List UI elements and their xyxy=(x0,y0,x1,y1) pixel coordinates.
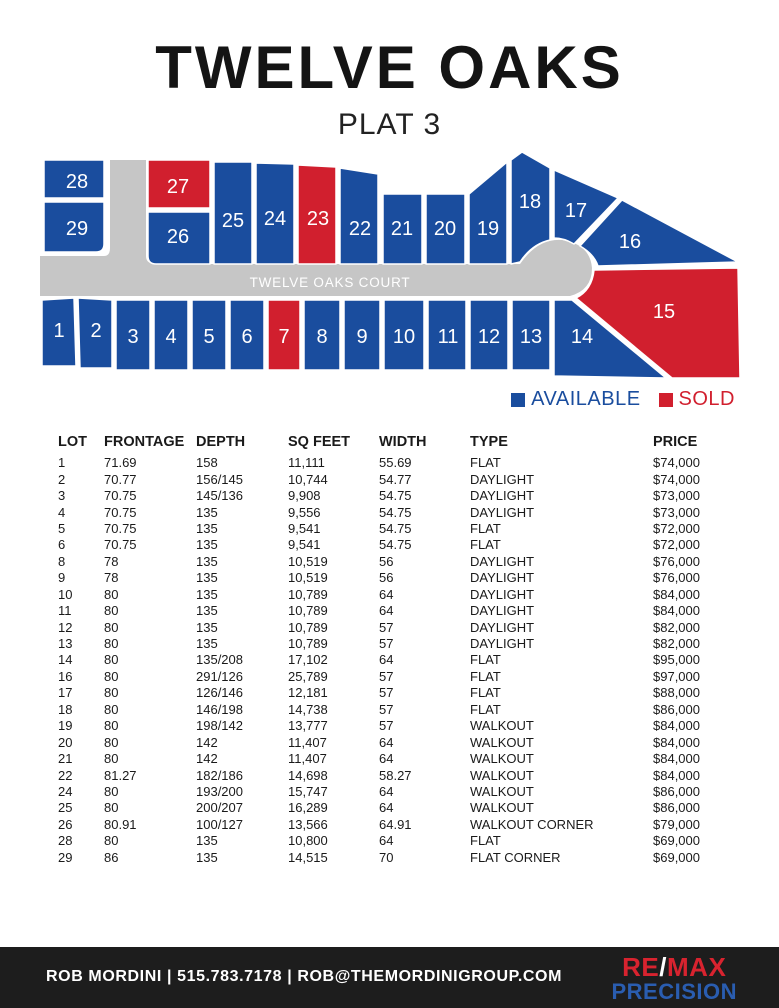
lot-6[interactable] xyxy=(230,300,264,370)
cell-type: DAYLIGHT xyxy=(470,504,535,520)
cell-price: $69,000 xyxy=(653,833,700,849)
cell-price: $84,000 xyxy=(653,603,700,619)
lot-number: 3 xyxy=(127,326,139,348)
table-row xyxy=(58,833,733,849)
table-row xyxy=(58,784,733,800)
cell-width: 64 xyxy=(379,783,394,799)
cell-frontage: 80 xyxy=(104,619,119,635)
cell-lot: 1 xyxy=(58,455,66,471)
lot-10[interactable] xyxy=(384,300,424,370)
cell-lot: 16 xyxy=(58,668,73,684)
cell-type: DAYLIGHT xyxy=(470,636,535,652)
lot-number: 18 xyxy=(518,191,542,213)
lot-number: 19 xyxy=(476,218,500,240)
cell-price: $76,000 xyxy=(653,553,700,569)
cell-sq-feet: 16,289 xyxy=(288,800,328,816)
cell-width: 54.75 xyxy=(379,504,412,520)
lot-number: 11 xyxy=(437,326,459,348)
cell-width: 57 xyxy=(379,685,394,701)
legend-sold xyxy=(659,388,735,411)
cell-depth: 126/146 xyxy=(196,685,243,701)
table-row xyxy=(58,751,733,767)
cell-lot: 9 xyxy=(58,570,66,586)
cell-frontage: 80 xyxy=(104,734,119,750)
cell-type: WALKOUT xyxy=(470,767,534,783)
cell-width: 64 xyxy=(379,833,394,849)
cell-frontage: 80 xyxy=(104,718,119,734)
cell-sq-feet: 14,515 xyxy=(288,849,328,865)
cell-lot: 18 xyxy=(58,701,73,717)
cell-sq-feet: 11,407 xyxy=(288,734,327,750)
table-row xyxy=(58,718,733,734)
cell-sq-feet: 9,908 xyxy=(288,488,321,504)
lot-number: 1 xyxy=(53,320,65,342)
cell-sq-feet: 17,102 xyxy=(288,652,328,668)
cell-lot: 8 xyxy=(58,553,66,569)
lot-23[interactable] xyxy=(298,165,336,264)
cell-type: FLAT xyxy=(470,520,501,536)
cell-sq-feet: 11,111 xyxy=(288,455,325,471)
cell-price: $74,000 xyxy=(653,471,700,487)
lot-number: 16 xyxy=(618,231,642,253)
cell-depth: 135 xyxy=(196,833,218,849)
lot-2[interactable] xyxy=(78,298,112,368)
cell-sq-feet: 9,541 xyxy=(288,520,321,536)
lot-1[interactable] xyxy=(42,298,76,366)
cell-sq-feet: 10,800 xyxy=(288,833,328,849)
cell-width: 57 xyxy=(379,668,394,684)
cell-frontage: 80 xyxy=(104,833,119,849)
remax-logo xyxy=(611,954,737,1003)
lot-number: 28 xyxy=(65,171,89,193)
cell-lot: 12 xyxy=(58,619,73,635)
cell-depth: 182/186 xyxy=(196,767,243,783)
table-row xyxy=(58,800,733,816)
plat-map xyxy=(0,0,779,430)
lot-21[interactable] xyxy=(383,194,422,264)
cell-width: 54.77 xyxy=(379,471,412,487)
cell-depth: 135/208 xyxy=(196,652,243,668)
cell-lot: 25 xyxy=(58,800,73,816)
cell-width: 64 xyxy=(379,603,394,619)
lot-number: 17 xyxy=(564,200,588,222)
cell-width: 54.75 xyxy=(379,520,412,536)
lot-number: 27 xyxy=(166,176,190,198)
cell-type: DAYLIGHT xyxy=(470,570,535,586)
cell-depth: 142 xyxy=(196,751,218,767)
page-title: TWELVE OAKS xyxy=(155,34,624,101)
cell-sq-feet: 15,747 xyxy=(288,783,328,799)
cell-frontage: 71.69 xyxy=(104,455,137,471)
cell-frontage: 78 xyxy=(104,570,119,586)
lot-19[interactable] xyxy=(469,162,507,264)
cell-depth: 158 xyxy=(196,455,218,471)
cell-lot: 29 xyxy=(58,849,73,865)
cell-frontage: 80 xyxy=(104,586,119,602)
lot-number: 8 xyxy=(316,326,328,348)
cell-depth: 135 xyxy=(196,553,218,569)
cell-depth: 135 xyxy=(196,570,218,586)
cell-width: 55.69 xyxy=(379,455,412,471)
cell-depth: 135 xyxy=(196,504,218,520)
table-row xyxy=(58,554,733,570)
cell-sq-feet: 11,407 xyxy=(288,751,327,767)
cell-sq-feet: 9,541 xyxy=(288,537,321,553)
cell-sq-feet: 10,744 xyxy=(288,471,328,487)
cell-frontage: 70.75 xyxy=(104,504,137,520)
cell-width: 54.75 xyxy=(379,488,412,504)
cell-price: $86,000 xyxy=(653,800,700,816)
cell-type: WALKOUT xyxy=(470,718,534,734)
cell-width: 56 xyxy=(379,570,394,586)
legend-sold-label: SOLD xyxy=(678,388,735,410)
available-swatch-icon xyxy=(511,393,525,407)
lot-9[interactable] xyxy=(344,300,380,370)
cell-lot: 26 xyxy=(58,816,73,832)
cell-type: WALKOUT xyxy=(470,734,534,750)
cell-price: $69,000 xyxy=(653,849,700,865)
cell-lot: 14 xyxy=(58,652,73,668)
cell-sq-feet: 10,789 xyxy=(288,586,328,602)
table-header-row xyxy=(58,433,733,455)
lot-22[interactable] xyxy=(340,168,378,264)
cell-type: FLAT xyxy=(470,668,501,684)
cell-width: 56 xyxy=(379,553,394,569)
cell-frontage: 80 xyxy=(104,603,119,619)
cell-frontage: 80 xyxy=(104,701,119,717)
cell-price: $88,000 xyxy=(653,685,700,701)
cell-frontage: 80 xyxy=(104,652,119,668)
cell-lot: 6 xyxy=(58,537,66,553)
lot-20[interactable] xyxy=(426,194,465,264)
cell-sq-feet: 10,789 xyxy=(288,603,328,619)
cell-width: 57 xyxy=(379,636,394,652)
lot-3[interactable] xyxy=(116,300,150,370)
cell-width: 64 xyxy=(379,586,394,602)
cell-lot: 13 xyxy=(58,636,73,652)
cell-width: 54.75 xyxy=(379,537,412,553)
cell-price: $82,000 xyxy=(653,636,700,652)
cell-frontage: 70.75 xyxy=(104,488,137,504)
lot-25[interactable] xyxy=(214,162,252,264)
lot-number: 24 xyxy=(263,208,287,230)
cell-frontage: 80 xyxy=(104,751,119,767)
cell-lot: 17 xyxy=(58,685,73,701)
lot-26[interactable] xyxy=(148,212,210,264)
cell-type: DAYLIGHT xyxy=(470,553,535,569)
legend-available-label: AVAILABLE xyxy=(531,388,641,410)
table-row xyxy=(58,504,733,520)
cell-depth: 156/145 xyxy=(196,471,243,487)
cell-type: FLAT xyxy=(470,537,501,553)
cell-depth: 135 xyxy=(196,849,218,865)
cell-frontage: 80 xyxy=(104,636,119,652)
cell-type: DAYLIGHT xyxy=(470,488,535,504)
table-row xyxy=(58,652,733,668)
lot-29[interactable] xyxy=(44,202,104,252)
cell-frontage: 80 xyxy=(104,800,119,816)
cell-price: $95,000 xyxy=(653,652,700,668)
cell-type: FLAT CORNER xyxy=(470,849,561,865)
lot-number: 15 xyxy=(652,301,676,323)
cell-depth: 200/207 xyxy=(196,800,243,816)
cell-type: DAYLIGHT xyxy=(470,603,535,619)
cell-width: 64 xyxy=(379,751,394,767)
lot-number: 2 xyxy=(90,320,102,342)
legend-available xyxy=(511,388,640,411)
cell-sq-feet: 13,566 xyxy=(288,816,328,832)
cell-type: FLAT xyxy=(470,701,501,717)
cell-depth: 146/198 xyxy=(196,701,243,717)
lot-number: 25 xyxy=(221,210,245,232)
table-row xyxy=(58,488,733,504)
cell-lot: 24 xyxy=(58,783,73,799)
lot-24[interactable] xyxy=(256,163,294,264)
lot-7[interactable] xyxy=(268,300,300,370)
cell-price: $74,000 xyxy=(653,455,700,471)
cell-depth: 291/126 xyxy=(196,668,243,684)
cell-width: 58.27 xyxy=(379,767,412,783)
lot-5[interactable] xyxy=(192,300,226,370)
cell-price: $84,000 xyxy=(653,751,700,767)
cell-price: $79,000 xyxy=(653,816,700,832)
cell-frontage: 70.75 xyxy=(104,520,137,536)
lot-number: 6 xyxy=(241,326,253,348)
table-row xyxy=(58,537,733,553)
cell-sq-feet: 10,789 xyxy=(288,636,328,652)
cell-width: 64 xyxy=(379,734,394,750)
cell-type: FLAT xyxy=(470,685,501,701)
cell-width: 57 xyxy=(379,718,394,734)
lot-table xyxy=(58,433,733,866)
cell-frontage: 70.75 xyxy=(104,537,137,553)
lot-number: 12 xyxy=(477,326,501,348)
table-row xyxy=(58,685,733,701)
table-row xyxy=(58,471,733,487)
cell-depth: 145/136 xyxy=(196,488,243,504)
table-row xyxy=(58,587,733,603)
cell-type: FLAT xyxy=(470,455,501,471)
lot-28[interactable] xyxy=(44,160,104,198)
cell-frontage: 80.91 xyxy=(104,816,137,832)
col-header-type: TYPE xyxy=(470,434,508,450)
cell-frontage: 78 xyxy=(104,553,119,569)
cell-depth: 193/200 xyxy=(196,783,243,799)
lot-number: 21 xyxy=(390,218,414,240)
cell-sq-feet: 9,556 xyxy=(288,504,321,520)
lot-number: 13 xyxy=(519,326,543,348)
cell-price: $72,000 xyxy=(653,537,700,553)
cell-depth: 135 xyxy=(196,586,218,602)
contact-info: ROB MORDINI | 515.783.7178 | ROB@THEMORDINIGROUP.COM xyxy=(46,968,563,985)
cell-frontage: 81.27 xyxy=(104,767,137,783)
lot-number: 9 xyxy=(356,326,368,348)
lot-number: 5 xyxy=(203,326,215,348)
cell-depth: 135 xyxy=(196,537,218,553)
cell-lot: 22 xyxy=(58,767,73,783)
lot-11[interactable] xyxy=(428,300,466,370)
cell-price: $72,000 xyxy=(653,520,700,536)
cell-depth: 135 xyxy=(196,603,218,619)
cell-type: DAYLIGHT xyxy=(470,471,535,487)
lot-number: 20 xyxy=(433,218,457,240)
cell-lot: 28 xyxy=(58,833,73,849)
cell-lot: 3 xyxy=(58,488,66,504)
cell-depth: 135 xyxy=(196,619,218,635)
col-header-frontage: FRONTAGE xyxy=(104,434,185,450)
cell-frontage: 70.77 xyxy=(104,471,137,487)
cell-sq-feet: 13,777 xyxy=(288,718,328,734)
table-row xyxy=(58,702,733,718)
logo-line1: RE/MAX xyxy=(622,952,727,982)
cell-sq-feet: 10,519 xyxy=(288,553,328,569)
lot-4[interactable] xyxy=(154,300,188,370)
cell-sq-feet: 25,789 xyxy=(288,668,328,684)
cell-width: 64.91 xyxy=(379,816,412,832)
cell-price: $86,000 xyxy=(653,701,700,717)
cell-price: $84,000 xyxy=(653,734,700,750)
cell-type: WALKOUT xyxy=(470,783,534,799)
cell-frontage: 80 xyxy=(104,685,119,701)
lot-number: 23 xyxy=(306,208,330,230)
col-header-width: WIDTH xyxy=(379,434,427,450)
cell-type: DAYLIGHT xyxy=(470,619,535,635)
cell-sq-feet: 10,519 xyxy=(288,570,328,586)
cell-price: $82,000 xyxy=(653,619,700,635)
cell-type: WALKOUT xyxy=(470,751,534,767)
cell-price: $73,000 xyxy=(653,504,700,520)
cell-price: $76,000 xyxy=(653,570,700,586)
lot-number: 10 xyxy=(392,326,416,348)
col-header-price: PRICE xyxy=(653,434,698,450)
table-row xyxy=(58,619,733,635)
page-subtitle: PLAT 3 xyxy=(337,108,442,141)
cell-lot: 19 xyxy=(58,718,73,734)
cell-type: FLAT xyxy=(470,833,501,849)
cell-sq-feet: 14,698 xyxy=(288,767,328,783)
lot-number: 22 xyxy=(348,218,372,240)
lot-number: 26 xyxy=(166,226,190,248)
cell-lot: 21 xyxy=(58,751,73,767)
lot-number: 7 xyxy=(278,326,290,348)
table-row xyxy=(58,767,733,783)
cell-lot: 10 xyxy=(58,586,73,602)
cell-depth: 142 xyxy=(196,734,218,750)
lot-number: 29 xyxy=(65,218,89,240)
cell-sq-feet: 14,738 xyxy=(288,701,328,717)
cell-width: 57 xyxy=(379,619,394,635)
cell-depth: 135 xyxy=(196,520,218,536)
table-row xyxy=(58,603,733,619)
cell-width: 64 xyxy=(379,652,394,668)
cell-depth: 100/127 xyxy=(196,816,243,832)
cell-lot: 4 xyxy=(58,504,66,520)
table-row xyxy=(58,570,733,586)
cell-width: 64 xyxy=(379,800,394,816)
cell-price: $84,000 xyxy=(653,586,700,602)
cell-type: WALKOUT CORNER xyxy=(470,816,594,832)
footer xyxy=(0,947,779,1008)
legend xyxy=(493,388,735,411)
cell-type: FLAT xyxy=(470,652,501,668)
cell-width: 57 xyxy=(379,701,394,717)
cell-frontage: 86 xyxy=(104,849,119,865)
cell-price: $84,000 xyxy=(653,718,700,734)
table-row xyxy=(58,734,733,750)
table-row xyxy=(58,817,733,833)
cell-frontage: 80 xyxy=(104,668,119,684)
cell-price: $86,000 xyxy=(653,783,700,799)
cell-price: $73,000 xyxy=(653,488,700,504)
col-header-depth: DEPTH xyxy=(196,434,246,450)
table-row xyxy=(58,669,733,685)
cell-type: DAYLIGHT xyxy=(470,586,535,602)
lot-8[interactable] xyxy=(304,300,340,370)
cell-sq-feet: 10,789 xyxy=(288,619,328,635)
table-row xyxy=(58,636,733,652)
street-label: TWELVE OAKS COURT xyxy=(249,275,411,290)
cell-lot: 20 xyxy=(58,734,73,750)
logo-line2: PRECISION xyxy=(611,979,737,1004)
cell-price: $97,000 xyxy=(653,668,700,684)
col-header-lot: LOT xyxy=(58,434,87,450)
cell-lot: 11 xyxy=(58,603,72,619)
sold-swatch-icon xyxy=(659,393,673,407)
table-row xyxy=(58,521,733,537)
cell-lot: 2 xyxy=(58,471,66,487)
cell-lot: 5 xyxy=(58,520,66,536)
lot-number: 14 xyxy=(570,326,594,348)
lot-12[interactable] xyxy=(470,300,508,370)
cell-depth: 198/142 xyxy=(196,718,243,734)
lot-13[interactable] xyxy=(512,300,550,370)
lot-27[interactable] xyxy=(148,160,210,208)
cell-depth: 135 xyxy=(196,636,218,652)
table-row xyxy=(58,455,733,471)
cell-frontage: 80 xyxy=(104,783,119,799)
col-header-sq-feet: SQ FEET xyxy=(288,434,351,450)
cell-price: $84,000 xyxy=(653,767,700,783)
cell-width: 70 xyxy=(379,849,394,865)
cell-sq-feet: 12,181 xyxy=(288,685,328,701)
table-row xyxy=(58,850,733,866)
lot-number: 4 xyxy=(165,326,177,348)
cell-type: WALKOUT xyxy=(470,800,534,816)
